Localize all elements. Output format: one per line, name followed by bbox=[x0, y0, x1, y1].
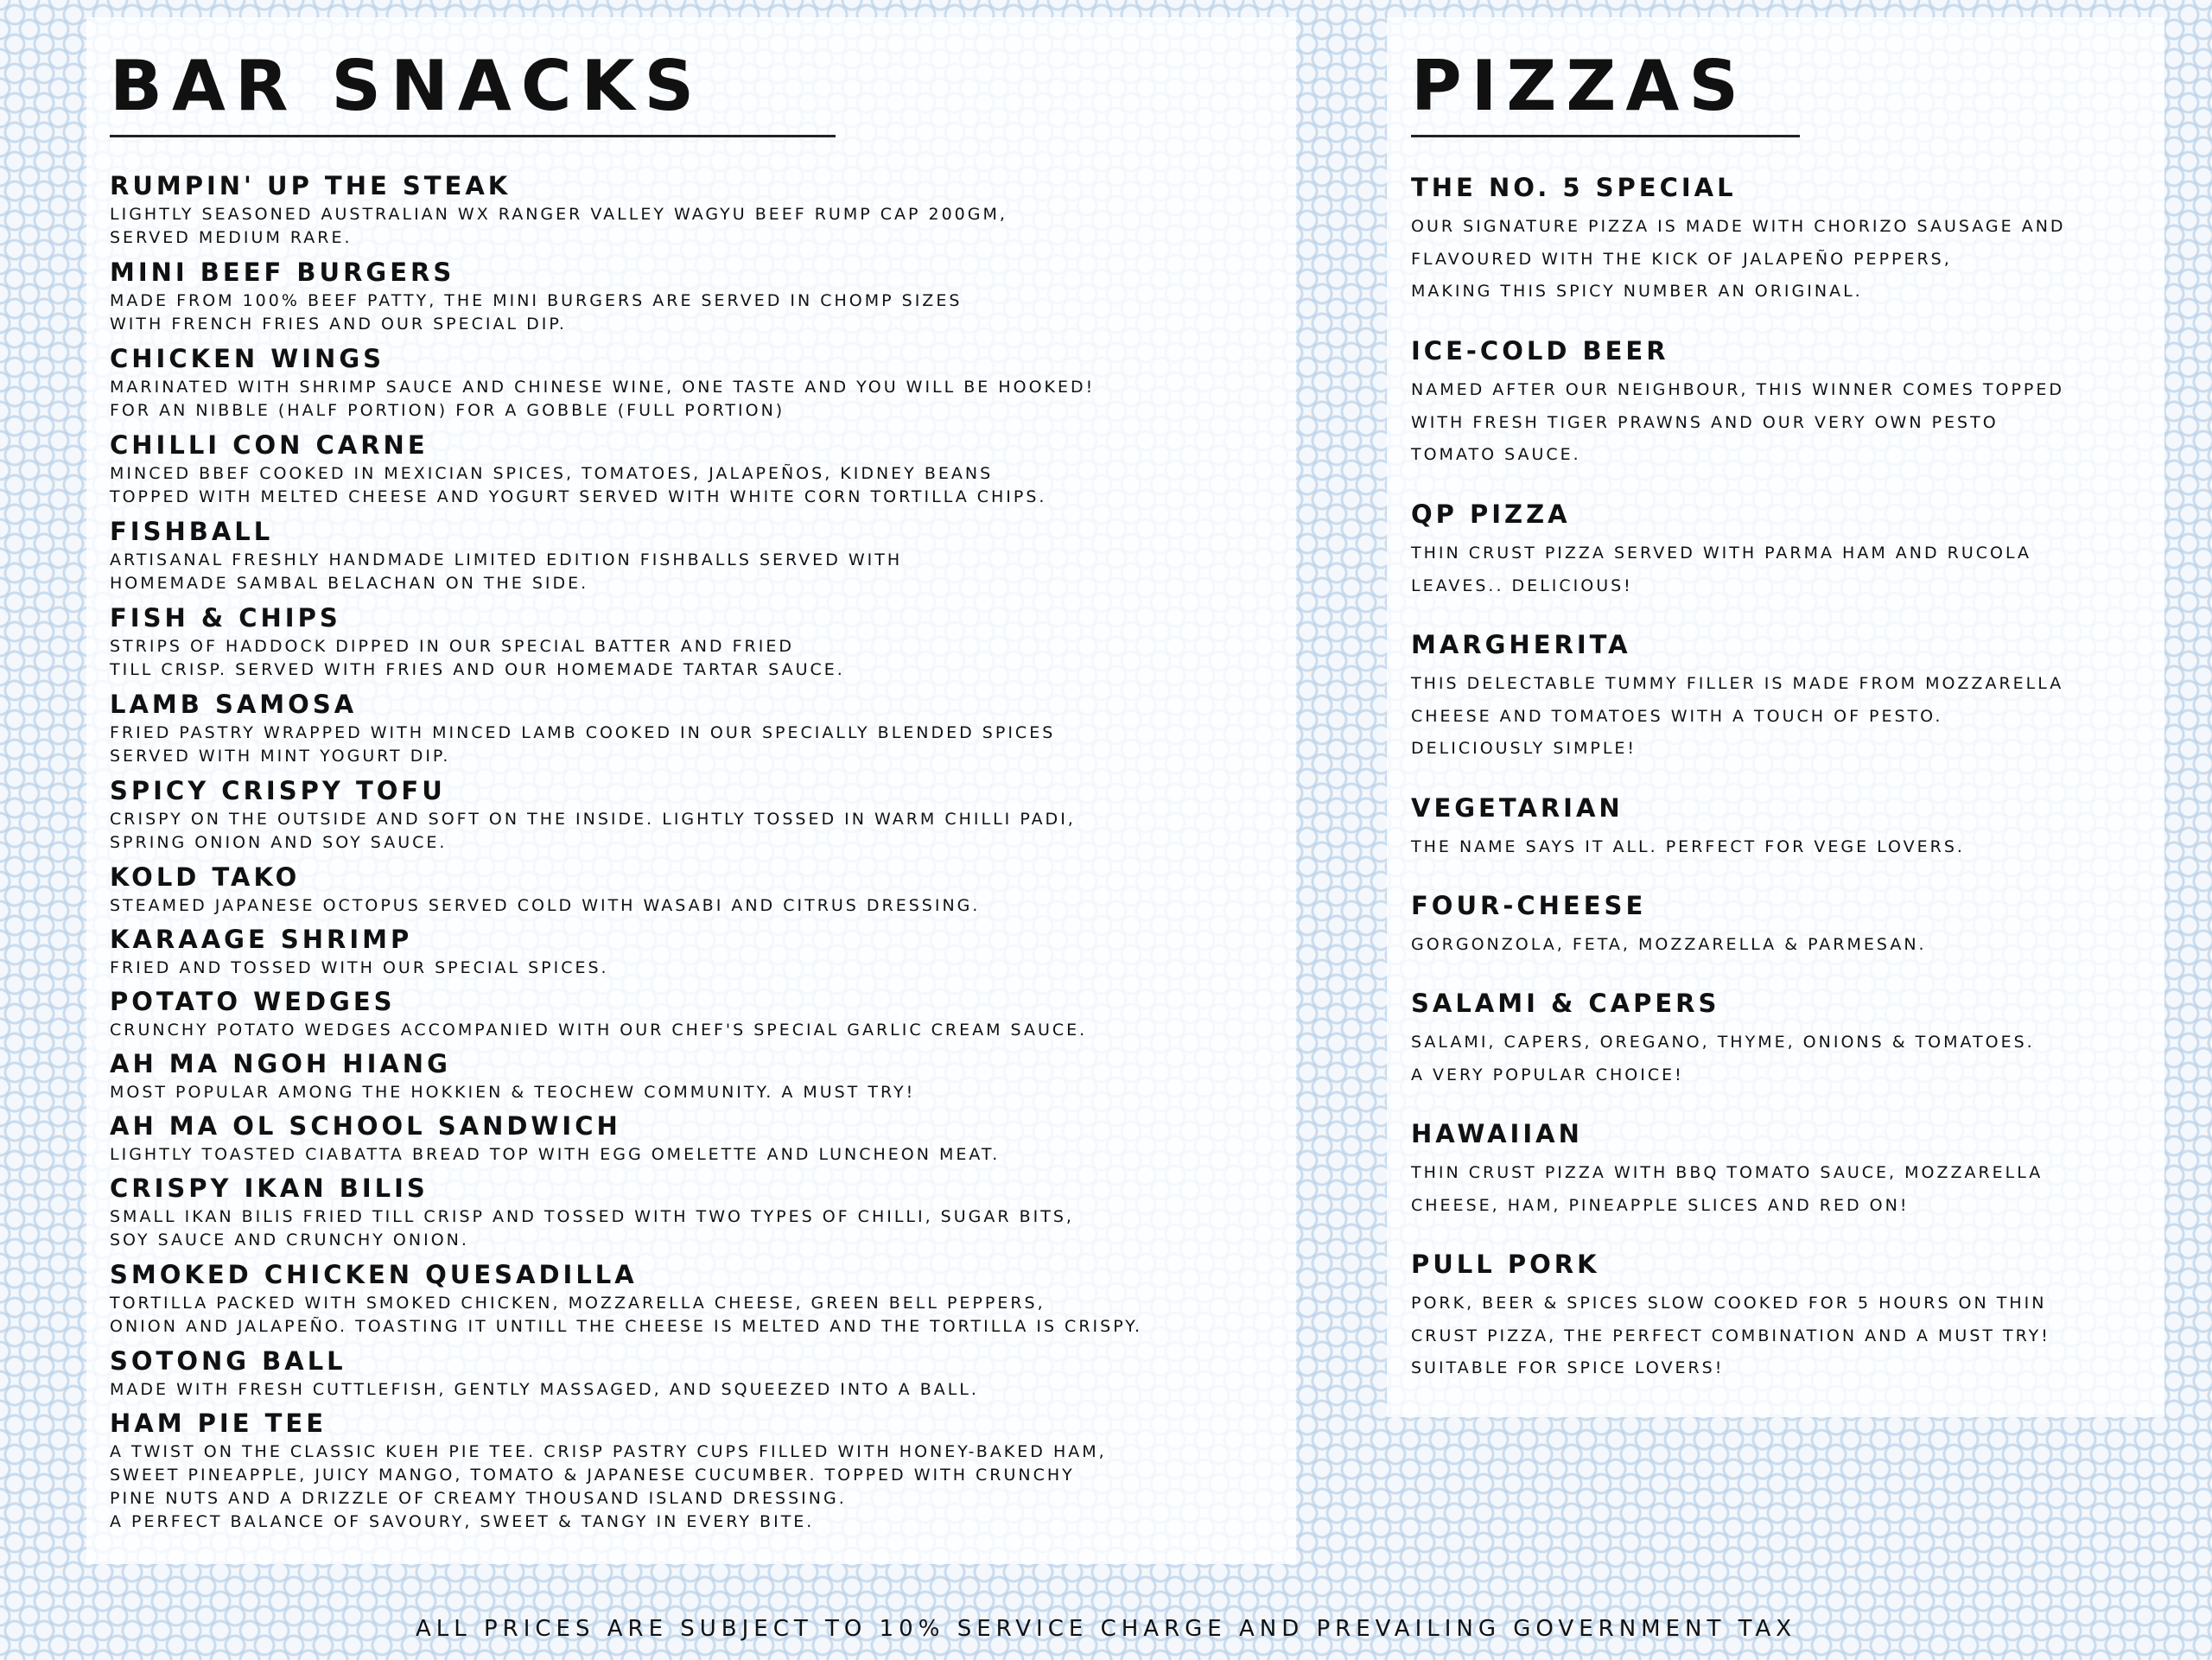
menu-item bbox=[110, 988, 1302, 1050]
menu-item-name: MINI BEEF BURGERS bbox=[110, 258, 455, 287]
menu-item bbox=[110, 690, 1302, 777]
pizzas-list bbox=[1411, 174, 2189, 1414]
menu-item-name: KOLD TAKO bbox=[110, 862, 301, 892]
bar-snacks-title: BAR SNACKS bbox=[110, 46, 704, 126]
menu-item bbox=[110, 431, 1302, 518]
menu-item-description: MINCED BBEF COOKED IN MEXICIAN SPICES, TOMATOES, JALAPEÑOS, KIDNEY BEANS TOPPED WITH MELTED CHEESE AND YOGURT SERVED WITH WHITE CORN TORTILLA CHIPS. bbox=[110, 464, 1047, 507]
menu-item bbox=[110, 604, 1302, 690]
menu-item bbox=[110, 258, 1302, 345]
menu-item bbox=[110, 172, 1302, 258]
menu-item-name: VEGETARIAN bbox=[1411, 793, 1624, 823]
menu-item bbox=[110, 345, 1302, 431]
menu-item bbox=[110, 518, 1302, 604]
menu-item-description: OUR SIGNATURE PIZZA IS MADE WITH CHORIZO SAUSAGE AND FLAVOURED WITH THE KICK OF JALAPEÑO PEPPERS, MAKING THIS SPICY NUMBER AN ORIGINAL. bbox=[1411, 217, 2066, 302]
menu-item-name: SALAMI & CAPERS bbox=[1411, 989, 1720, 1018]
menu-item-description: SMALL IKAN BILIS FRIED TILL CRISP AND TOSSED WITH TWO TYPES OF CHILLI, SUGAR BITS, SOY SAUCE AND CRUNCHY ONION. bbox=[110, 1207, 1074, 1250]
menu-item bbox=[110, 863, 1302, 925]
menu-item-name: CRISPY IKAN BILIS bbox=[110, 1173, 429, 1203]
menu-item-name: AH MA NGOH HIANG bbox=[110, 1049, 451, 1078]
menu-item-name: FISHBALL bbox=[110, 517, 274, 546]
menu-item-description: MADE WITH FRESH CUTTLEFISH, GENTLY MASSAGED, AND SQUEEZED INTO A BALL. bbox=[110, 1380, 979, 1400]
bar-snacks-title-rule bbox=[110, 135, 836, 137]
pizzas-section bbox=[1411, 46, 2189, 1414]
menu-item bbox=[110, 777, 1302, 863]
menu-item bbox=[110, 1050, 1302, 1112]
menu-item-description: ARTISANAL FRESHLY HANDMADE LIMITED EDITION FISHBALLS SERVED WITH HOMEMADE SAMBAL BELACHAN ON THE SIDE. bbox=[110, 550, 903, 594]
menu-item-description: GORGONZOLA, FETA, MOZZARELLA & PARMESAN. bbox=[1411, 935, 1927, 955]
menu-item-description: FRIED PASTRY WRAPPED WITH MINCED LAMB COOKED IN OUR SPECIALLY BLENDED SPICES SERVED WITH MINT YOGURT DIP. bbox=[110, 723, 1056, 766]
service-charge-note: ALL PRICES ARE SUBJECT TO 10% SERVICE CHARGE AND PREVAILING GOVERNMENT TAX bbox=[415, 1616, 1797, 1642]
menu-item bbox=[1411, 1250, 2189, 1414]
menu-item-name: POTATO WEDGES bbox=[110, 987, 396, 1016]
menu-item bbox=[1411, 1120, 2189, 1250]
menu-item bbox=[1411, 631, 2189, 794]
menu-item-description: TORTILLA PACKED WITH SMOKED CHICKEN, MOZZARELLA CHEESE, GREEN BELL PEPPERS, ONION AND JALAPEÑO. TOASTING IT UNTILL THE CHEESE IS MELTED AND THE TORTILLA IS CRISPY. bbox=[110, 1294, 1143, 1337]
menu-item bbox=[110, 1347, 1302, 1409]
menu-item-description: LIGHTLY TOASTED CIABATTA BREAD TOP WITH EGG OMELETTE AND LUNCHEON MEAT. bbox=[110, 1145, 1001, 1165]
menu-item bbox=[1411, 337, 2189, 500]
menu-item-description: SALAMI, CAPERS, OREGANO, THYME, ONIONS & TOMATOES. A VERY POPULAR CHOICE! bbox=[1411, 1033, 2035, 1084]
menu-item-description: MARINATED WITH SHRIMP SAUCE AND CHINESE WINE, ONE TASTE AND YOU WILL BE HOOKED! FOR AN NIBBLE (HALF PORTION) FOR A GOBBLE (FULL PORTION) bbox=[110, 378, 1096, 421]
menu-item-name: PULL PORK bbox=[1411, 1250, 1600, 1279]
menu-item-name: CHICKEN WINGS bbox=[110, 344, 385, 373]
menu-item-description: FRIED AND TOSSED WITH OUR SPECIAL SPICES. bbox=[110, 958, 609, 978]
menu-item-name: AH MA OL SCHOOL SANDWICH bbox=[110, 1111, 621, 1141]
menu-item-description: MADE FROM 100% BEEF PATTY, THE MINI BURGERS ARE SERVED IN CHOMP SIZES WITH FRENCH FRIES AND OUR SPECIAL DIP. bbox=[110, 291, 963, 334]
menu-item bbox=[110, 1174, 1302, 1261]
menu-item-name: CHILLI CON CARNE bbox=[110, 430, 429, 460]
menu-item-description: THIN CRUST PIZZA WITH BBQ TOMATO SAUCE, MOZZARELLA CHEESE, HAM, PINEAPPLE SLICES AND RED ON! bbox=[1411, 1163, 2044, 1215]
pizzas-title-rule bbox=[1411, 135, 1800, 137]
menu-item bbox=[110, 925, 1302, 988]
menu-item-name: MARGHERITA bbox=[1411, 630, 1631, 659]
menu-item-name: HAWAIIAN bbox=[1411, 1119, 1583, 1148]
menu-item bbox=[1411, 500, 2189, 631]
menu-item-description: STEAMED JAPANESE OCTOPUS SERVED COLD WITH WASABI AND CITRUS DRESSING. bbox=[110, 896, 981, 916]
menu-item bbox=[110, 1112, 1302, 1174]
menu-item-name: KARAAGE SHRIMP bbox=[110, 925, 413, 954]
menu-item-description: THE NAME SAYS IT ALL. PERFECT FOR VEGE LOVERS. bbox=[1411, 837, 1965, 857]
menu-item-description: CRISPY ON THE OUTSIDE AND SOFT ON THE INSIDE. LIGHTLY TOSSED IN WARM CHILLI PADI, SPRING ONION AND SOY SAUCE. bbox=[110, 810, 1076, 853]
bar-snacks-list bbox=[110, 171, 1302, 1532]
menu-item-name: SPICY CRISPY TOFU bbox=[110, 776, 446, 805]
menu-item-name: RUMPIN' UP THE STEAK bbox=[110, 171, 512, 200]
menu-item bbox=[110, 1409, 1302, 1532]
menu-item-description: THIS DELECTABLE TUMMY FILLER IS MADE FROM MOZZARELLA CHEESE AND TOMATOES WITH A TOUCH OF PESTO. DELICIOUSLY SIMPLE! bbox=[1411, 674, 2064, 759]
menu-item bbox=[1411, 794, 2189, 892]
menu-item bbox=[1411, 989, 2189, 1120]
menu-item-name: HAM PIE TEE bbox=[110, 1409, 327, 1438]
menu-item-description: PORK, BEER & SPICES SLOW COOKED FOR 5 HOURS ON THIN CRUST PIZZA, THE PERFECT COMBINATION AND A MUST TRY! SUITABLE FOR SPICE LOVERS! bbox=[1411, 1294, 2050, 1378]
menu-item-name: QP PIZZA bbox=[1411, 499, 1571, 529]
menu-item-description: CRUNCHY POTATO WEDGES ACCOMPANIED WITH OUR CHEF'S SPECIAL GARLIC CREAM SAUCE. bbox=[110, 1021, 1088, 1040]
menu-item-name: LAMB SAMOSA bbox=[110, 690, 358, 719]
menu-item-name: SOTONG BALL bbox=[110, 1346, 346, 1376]
menu-item-description: STRIPS OF HADDOCK DIPPED IN OUR SPECIAL BATTER AND FRIED TILL CRISP. SERVED WITH FRIES AND OUR HOMEMADE TARTAR SAUCE. bbox=[110, 637, 845, 680]
menu-item-description: THIN CRUST PIZZA SERVED WITH PARMA HAM AND RUCOLA LEAVES.. DELICIOUS! bbox=[1411, 544, 2032, 595]
menu-item bbox=[1411, 892, 2189, 989]
menu-item-name: THE NO. 5 SPECIAL bbox=[1411, 173, 1737, 202]
menu-item-name: SMOKED CHICKEN QUESADILLA bbox=[110, 1260, 638, 1289]
bar-snacks-section bbox=[110, 46, 1302, 1532]
menu-item-name: ICE-COLD BEER bbox=[1411, 336, 1669, 366]
pizzas-title: PIZZAS bbox=[1411, 46, 1748, 126]
menu-item-name: FISH & CHIPS bbox=[110, 603, 341, 633]
menu-item-description: LIGHTLY SEASONED AUSTRALIAN WX RANGER VALLEY WAGYU BEEF RUMP CAP 200GM, SERVED MEDIUM RARE. bbox=[110, 205, 1007, 248]
menu-item bbox=[110, 1261, 1302, 1347]
menu-item-description: NAMED AFTER OUR NEIGHBOUR, THIS WINNER COMES TOPPED WITH FRESH TIGER PRAWNS AND OUR VERY OWN PESTO TOMATO SAUCE. bbox=[1411, 380, 2064, 465]
menu-item-description: MOST POPULAR AMONG THE HOKKIEN & TEOCHEW COMMUNITY. A MUST TRY! bbox=[110, 1083, 916, 1103]
menu-item bbox=[1411, 174, 2189, 337]
menu-item-name: FOUR-CHEESE bbox=[1411, 891, 1647, 920]
menu-item-description: A TWIST ON THE CLASSIC KUEH PIE TEE. CRISP PASTRY CUPS FILLED WITH HONEY-BAKED HAM, SWEET PINEAPPLE, JUICY MANGO, TOMATO & JAPANESE CUCUMBER. TOPPED WITH CRUNCHY PINE NUTS AND A DRIZZLE OF CREAMY THOUSAND ISLAND DRESSING. A PERFECT BALANCE OF SAVOURY, SWEET & TANGY IN EVERY BITE. bbox=[110, 1442, 1107, 1532]
